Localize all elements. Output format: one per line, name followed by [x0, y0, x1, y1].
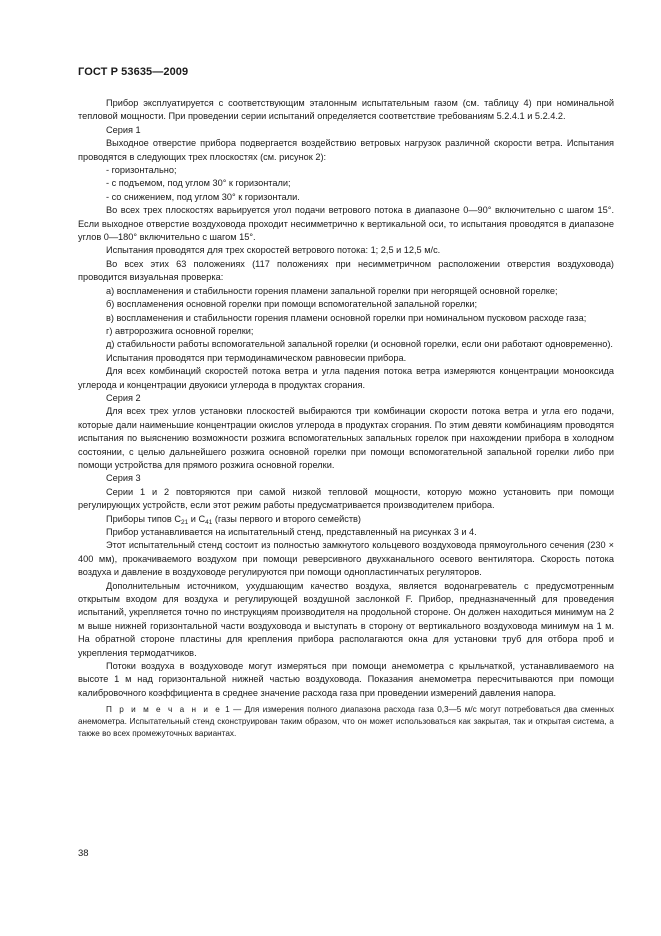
paragraph: Для всех трех углов установки плоскостей выбираются три комбинации скорости потока ветра и угла его подачи, которые дали наименьшие концентрации окислов углерода в продуктах сгорания. По этим девяти комбинациям проводятся испытания по выяснению возможности розжига вспомогательных запальных горелок при нахождении прибора в холодном состоянии, с целью дальнейшего розжига основной горелки при помощи вспомогательной запальной горелки либо при помощи устройства для прямого розжига основной горелки. [78, 406, 614, 470]
list-item: в) воспламенения и стабильности горения пламени основной горелки при номинальном пусковом расходе газа; [106, 312, 587, 323]
paragraph: Для всех комбинаций скоростей потока ветра и угла падения потока ветра измеряются концентрации монооксида углерода и концентрации двуокиси углерода в продуктах сгорания. [78, 366, 614, 390]
paragraph: Прибор устанавливается на испытательный стенд, представленный на рисунках 3 и 4. [106, 527, 477, 537]
series-heading: Серия 2 [106, 392, 141, 403]
note [78, 704, 614, 740]
note-text: 1 — Для измерения полного диапазона расхода газа 0,3—5 м/с могут потребоваться два сменных анемометра. Испытательный стенд сконструирован таким образом, что он может использоваться как закрытая, так и открытая система, а также во всех промежуточных вариантах. [78, 705, 614, 739]
list-item: - с подъемом, под углом 30° к горизонтали; [106, 178, 291, 189]
types-mid: и C [188, 513, 206, 524]
list-item: - горизонтально; [106, 165, 177, 176]
list-item: а) воспламенения и стабильности горения пламени запальной горелки при негорящей основной горелке; [106, 285, 558, 296]
list-item: д) стабильности работы вспомогательной запальной горелки (и основной горелки, если они работают одновременно). [106, 339, 613, 350]
paragraph: Испытания проводятся для трех скоростей ветрового потока: 1; 2,5 и 12,5 м/с. [106, 245, 441, 256]
paragraph: Потоки воздуха в воздуховоде могут измеряться при помощи анемометра с крыльчаткой, устанавливаемого на высоте 1 м над горизонтальной нижней частью воздуховода. Показания анемометра пересчитываются при помощи калибровочного коэффициента в среднее значение расхода газа при проведении измерений давления напора. [78, 661, 614, 698]
paragraph: Прибор эксплуатируется с соответствующим эталонным испытательным газом (см. таблицу 4) при номинальной тепловой мощности. При проведении серии испытаний определяется соответствие требованиям 5.2.4.1 и 5.2.4.2. [78, 98, 614, 122]
paragraph: Испытания проводятся при термодинамическом равновесии прибора. [106, 352, 407, 363]
note-label: П р и м е ч а н и е [106, 705, 222, 715]
paragraph: Дополнительным источником, ухудшающим качество воздуха, является водонагреватель с предусмотренным открытым входом для воздуха и регулирующей воздушной заслонкой F. Прибор, предназначенный для проведения испытаний, укрепляется точно по инструкциям производителя на продольной стороне. Он должен находиться минимум на 2 м выше нижней горизонтальной части воздуховода и выступать в сторону от вертикального воздуховода минимум на 1 м. На обратной стороне пластины для крепления прибора располагаются окна для установки труб для отбора проб и укрепления термодатчиков. [78, 580, 614, 658]
paragraph: Во всех трех плоскостях варьируется угол подачи ветрового потока в диапазоне 0—90° включительно с шагом 15°. Если выходное отверстие воздуховода проходит несимметрично к вертикальной оси, то испытания проводятся в диапазоне углов 0—180° включительно с шагом 15°. [78, 205, 614, 243]
paragraph: Выходное отверстие прибора подвергается воздействию ветровых нагрузок различной скорости ветра. Испытания проводятся в следующих трех плоскостях (см. рисунок 2): [78, 138, 614, 162]
types-subscript-2: 41 [205, 518, 213, 526]
list-item: б) воспламенения основной горелки при помощи вспомогательной запальной горелки; [106, 299, 478, 310]
page-number: 38 [78, 848, 89, 859]
appliance-types-line [78, 513, 614, 526]
document-header: ГОСТ Р 53635—2009 [78, 66, 189, 78]
list-item: г) автророзжига основной горелки; [106, 325, 254, 336]
document-body [78, 97, 614, 740]
paragraph: Серии 1 и 2 повторяются при самой низкой тепловой мощности, которую можно установить при помощи регулирующих устройств, если этот режим работы предусматривается производителем прибора. [78, 486, 614, 511]
types-suffix: (газы первого и второго семейств) [212, 513, 361, 524]
list-item: - со снижением, под углом 30° к горизонтали. [106, 191, 300, 202]
paragraph: Во всех этих 63 положениях (117 положениях при несимметричном расположении отверстия воздуховода) проводится визуальная проверка: [78, 258, 614, 283]
types-prefix: Приборы типов C [106, 513, 181, 524]
series-heading: Серия 1 [106, 124, 141, 135]
paragraph: Этот испытательный стенд состоит из полностью замкнутого кольцевого воздуховода прямоугольного сечения (230 × 400 мм), прокачиваемого воздухом при помощи реверсивного двухканального осевого вентилятора. Скорость потока воздуха и давление в воздуховоде регулируются при помощи однопластинчатых регуляторов. [78, 540, 614, 578]
types-subscript-1: 21 [180, 518, 189, 526]
series-heading: Серия 3 [106, 473, 141, 484]
